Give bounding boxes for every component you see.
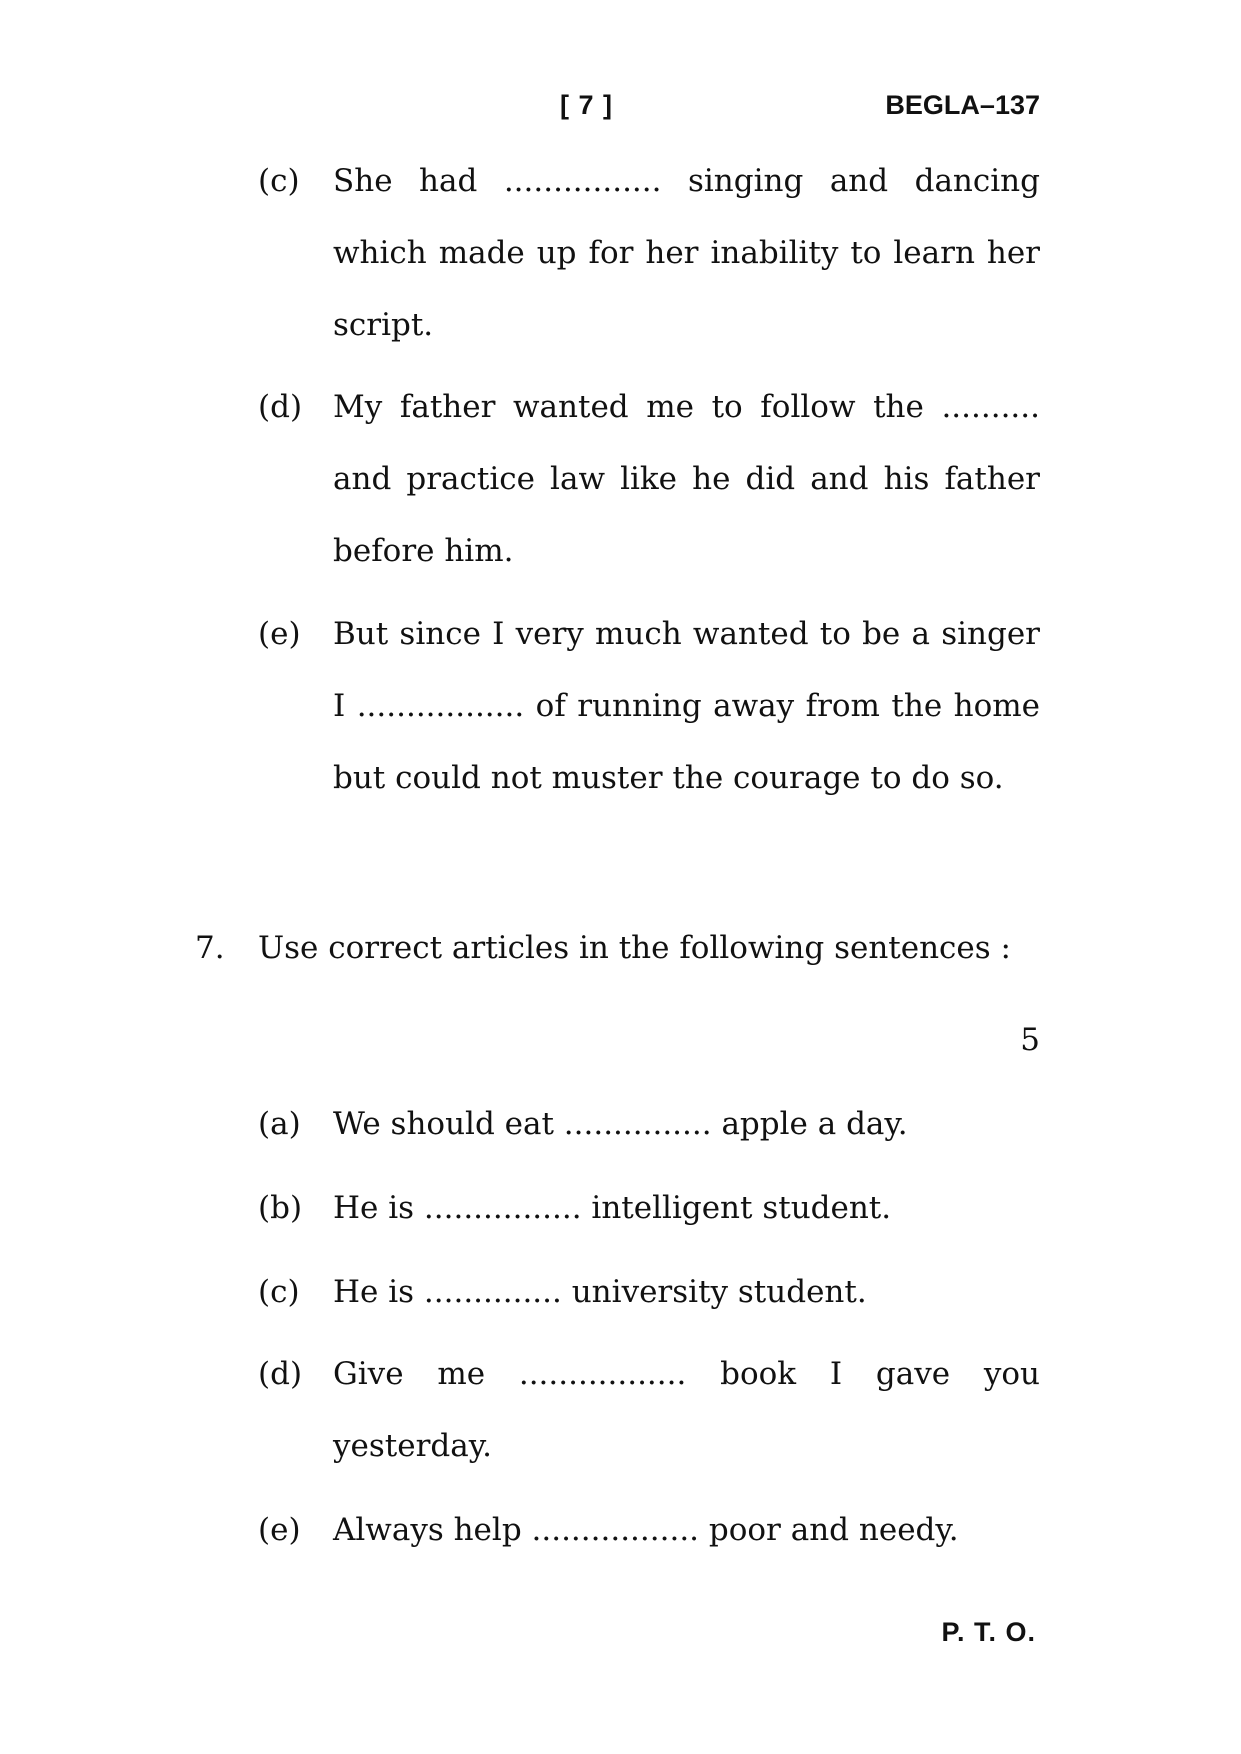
item-text: She had ................ singing and dancing which made up for her inability to learn her script. [333,163,1040,343]
paper-code: BEGLA–137 [885,90,1040,120]
item-text: We should eat ............... apple a day. [333,1106,908,1142]
item-label: (d) [258,1356,303,1392]
question-7e [258,1494,1040,1566]
question-text: Use correct articles in the following sentences : [258,930,1011,966]
question-7a [258,1088,1040,1160]
item-label: (a) [258,1106,301,1142]
item-label: (e) [258,616,301,652]
question-6e [258,598,1040,814]
item-text: My father wanted me to follow the .......... and practice law like he did and his father before him. [333,389,1040,569]
item-text: Give me ................. book I gave you yesterday. [333,1356,1040,1464]
item-label: (e) [258,1512,301,1548]
question-7b [258,1172,1040,1244]
item-text: But since I very much wanted to be a singer I ................. of running away from the home but could not muster the courage to do so. [333,616,1040,796]
question-number: 7. [195,930,225,966]
question-7d [258,1338,1040,1482]
page-turn-over: P. T. O. [941,1617,1036,1647]
item-text: He is .............. university student. [333,1274,867,1310]
question-6d [258,371,1040,587]
item-label: (d) [258,389,303,425]
page-number: [ 7 ] [560,90,614,120]
question-6c [258,145,1040,361]
item-text: Always help ................. poor and needy. [333,1512,959,1548]
item-label: (c) [258,1274,300,1310]
item-text: He is ................ intelligent student. [333,1190,892,1226]
item-label: (b) [258,1190,303,1226]
question-7 [195,912,1040,984]
question-marks: 5 [1020,1022,1040,1058]
item-label: (c) [258,163,300,199]
question-7c [258,1256,1040,1328]
